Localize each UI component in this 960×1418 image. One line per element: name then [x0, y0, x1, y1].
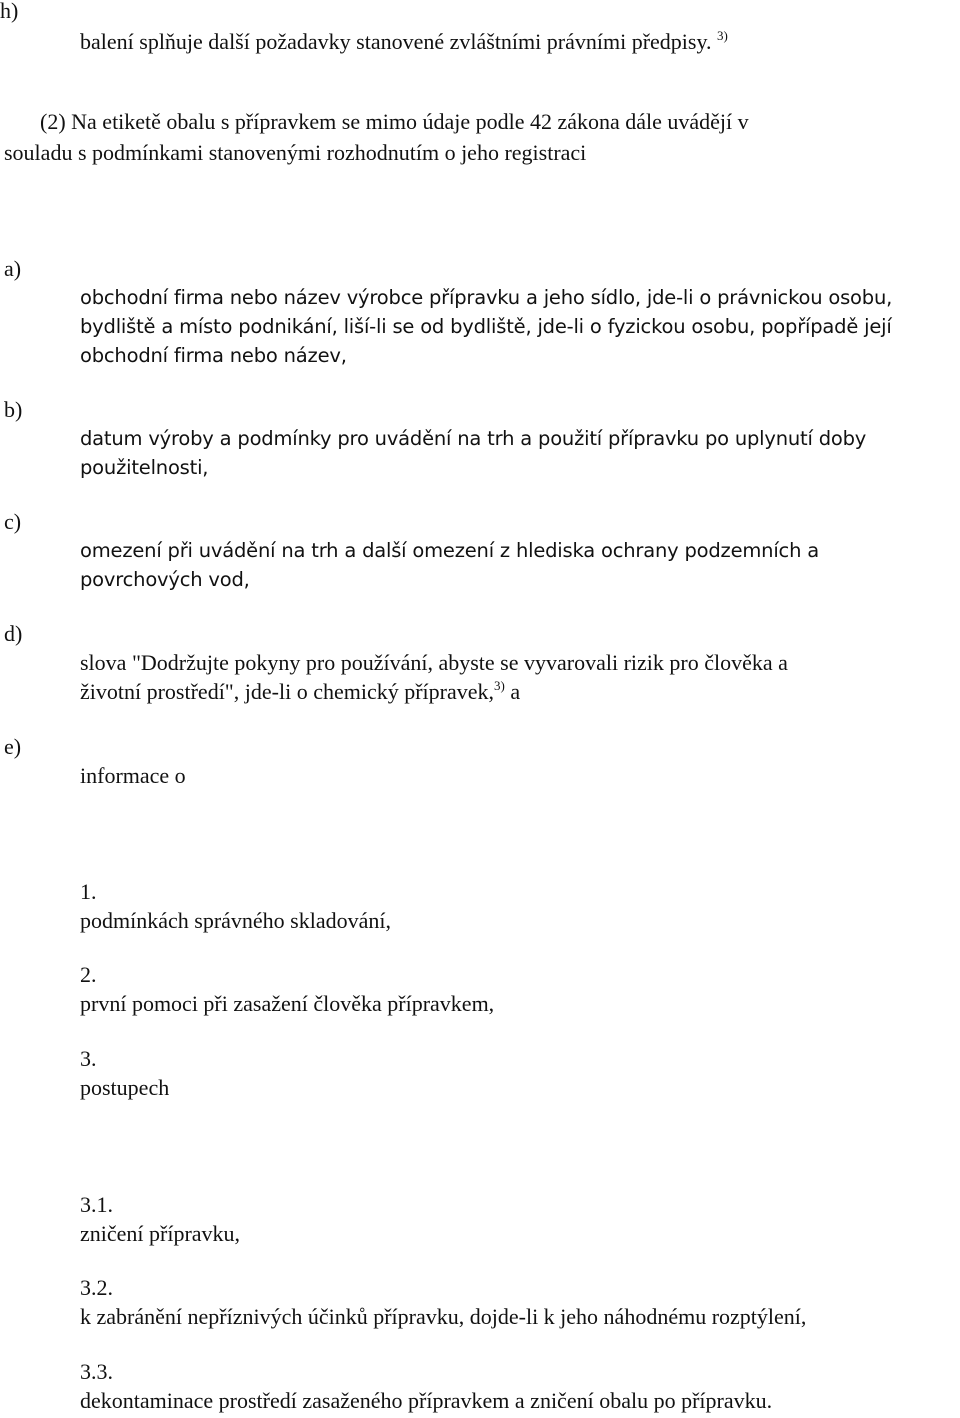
footnote-ref: 3): [717, 28, 728, 43]
sub-item-text: podmínkách správného skladování,: [80, 908, 391, 933]
list-marker-d: d): [4, 621, 23, 646]
sub-item-number: 3.2.: [80, 1275, 113, 1300]
sub-item-number: 2.: [80, 962, 97, 987]
item-a-line-1: obchodní firma nebo název výrobce přípravku a jeho sídlo, jde-li o právnickou osobu,: [80, 286, 893, 309]
paragraph-2-line-2: souladu s podmínkami stanovenými rozhodnutím o jeho registraci: [4, 140, 587, 165]
item-h-text: [80, 27, 728, 56]
list-marker-h: h): [0, 0, 19, 23]
item-a-line-2: bydliště a místo podnikání, liší-li se od bydliště, jde-li o fyzickou osobu, popřípadě její: [80, 315, 892, 338]
sub-item-number: 3.1.: [80, 1192, 113, 1217]
item-d-line-1: slova "Dodržujte pokyny pro používání, abyste se vyvarovali rizik pro člověka a: [80, 650, 788, 675]
sub-item-number: 3.3.: [80, 1359, 113, 1384]
item-d-line-2-tail: a: [504, 679, 521, 704]
item-a-line-3: obchodní firma nebo název,: [80, 344, 347, 367]
list-marker-a: a): [4, 256, 22, 281]
list-marker-c: c): [4, 509, 22, 534]
item-b-line-2: použitelnosti,: [80, 456, 209, 479]
sub-item-text: k zabránění nepříznivých účinků přípravku, dojde-li k jeho náhodnému rozptýlení,: [80, 1304, 807, 1329]
list-marker-e: e): [4, 734, 22, 759]
sub-item-number: 1.: [80, 879, 97, 904]
sub-item-text: dekontaminace prostředí zasaženého přípravkem a zničení obalu po přípravku.: [80, 1388, 773, 1413]
item-d-line-2: [80, 677, 520, 706]
item-c-line-1: omezení při uvádění na trh a další omezení z hlediska ochrany podzemních a: [80, 539, 819, 562]
footnote-ref: 3): [494, 678, 505, 693]
sub-item-number: 3.: [80, 1046, 97, 1071]
item-h-text-body: balení splňuje další požadavky stanovené zvláštními právními předpisy.: [80, 29, 712, 54]
item-e-text: informace o: [80, 763, 186, 788]
list-marker-b: b): [4, 397, 23, 422]
item-d-line-2-body: životní prostředí", jde-li o chemický přípravek,: [80, 679, 495, 704]
sub-item-text: první pomoci při zasažení člověka přípravkem,: [80, 991, 495, 1016]
item-b-line-1: datum výroby a podmínky pro uvádění na trh a použití přípravku po uplynutí doby: [80, 427, 867, 450]
sub-item-text: postupech: [80, 1075, 170, 1100]
sub-item-text: zničení přípravku,: [80, 1221, 241, 1246]
paragraph-2-line-1: (2) Na etiketě obalu s přípravkem se mimo údaje podle 42 zákona dále uvádějí v: [40, 109, 749, 134]
item-c-line-2: povrchových vod,: [80, 568, 250, 591]
